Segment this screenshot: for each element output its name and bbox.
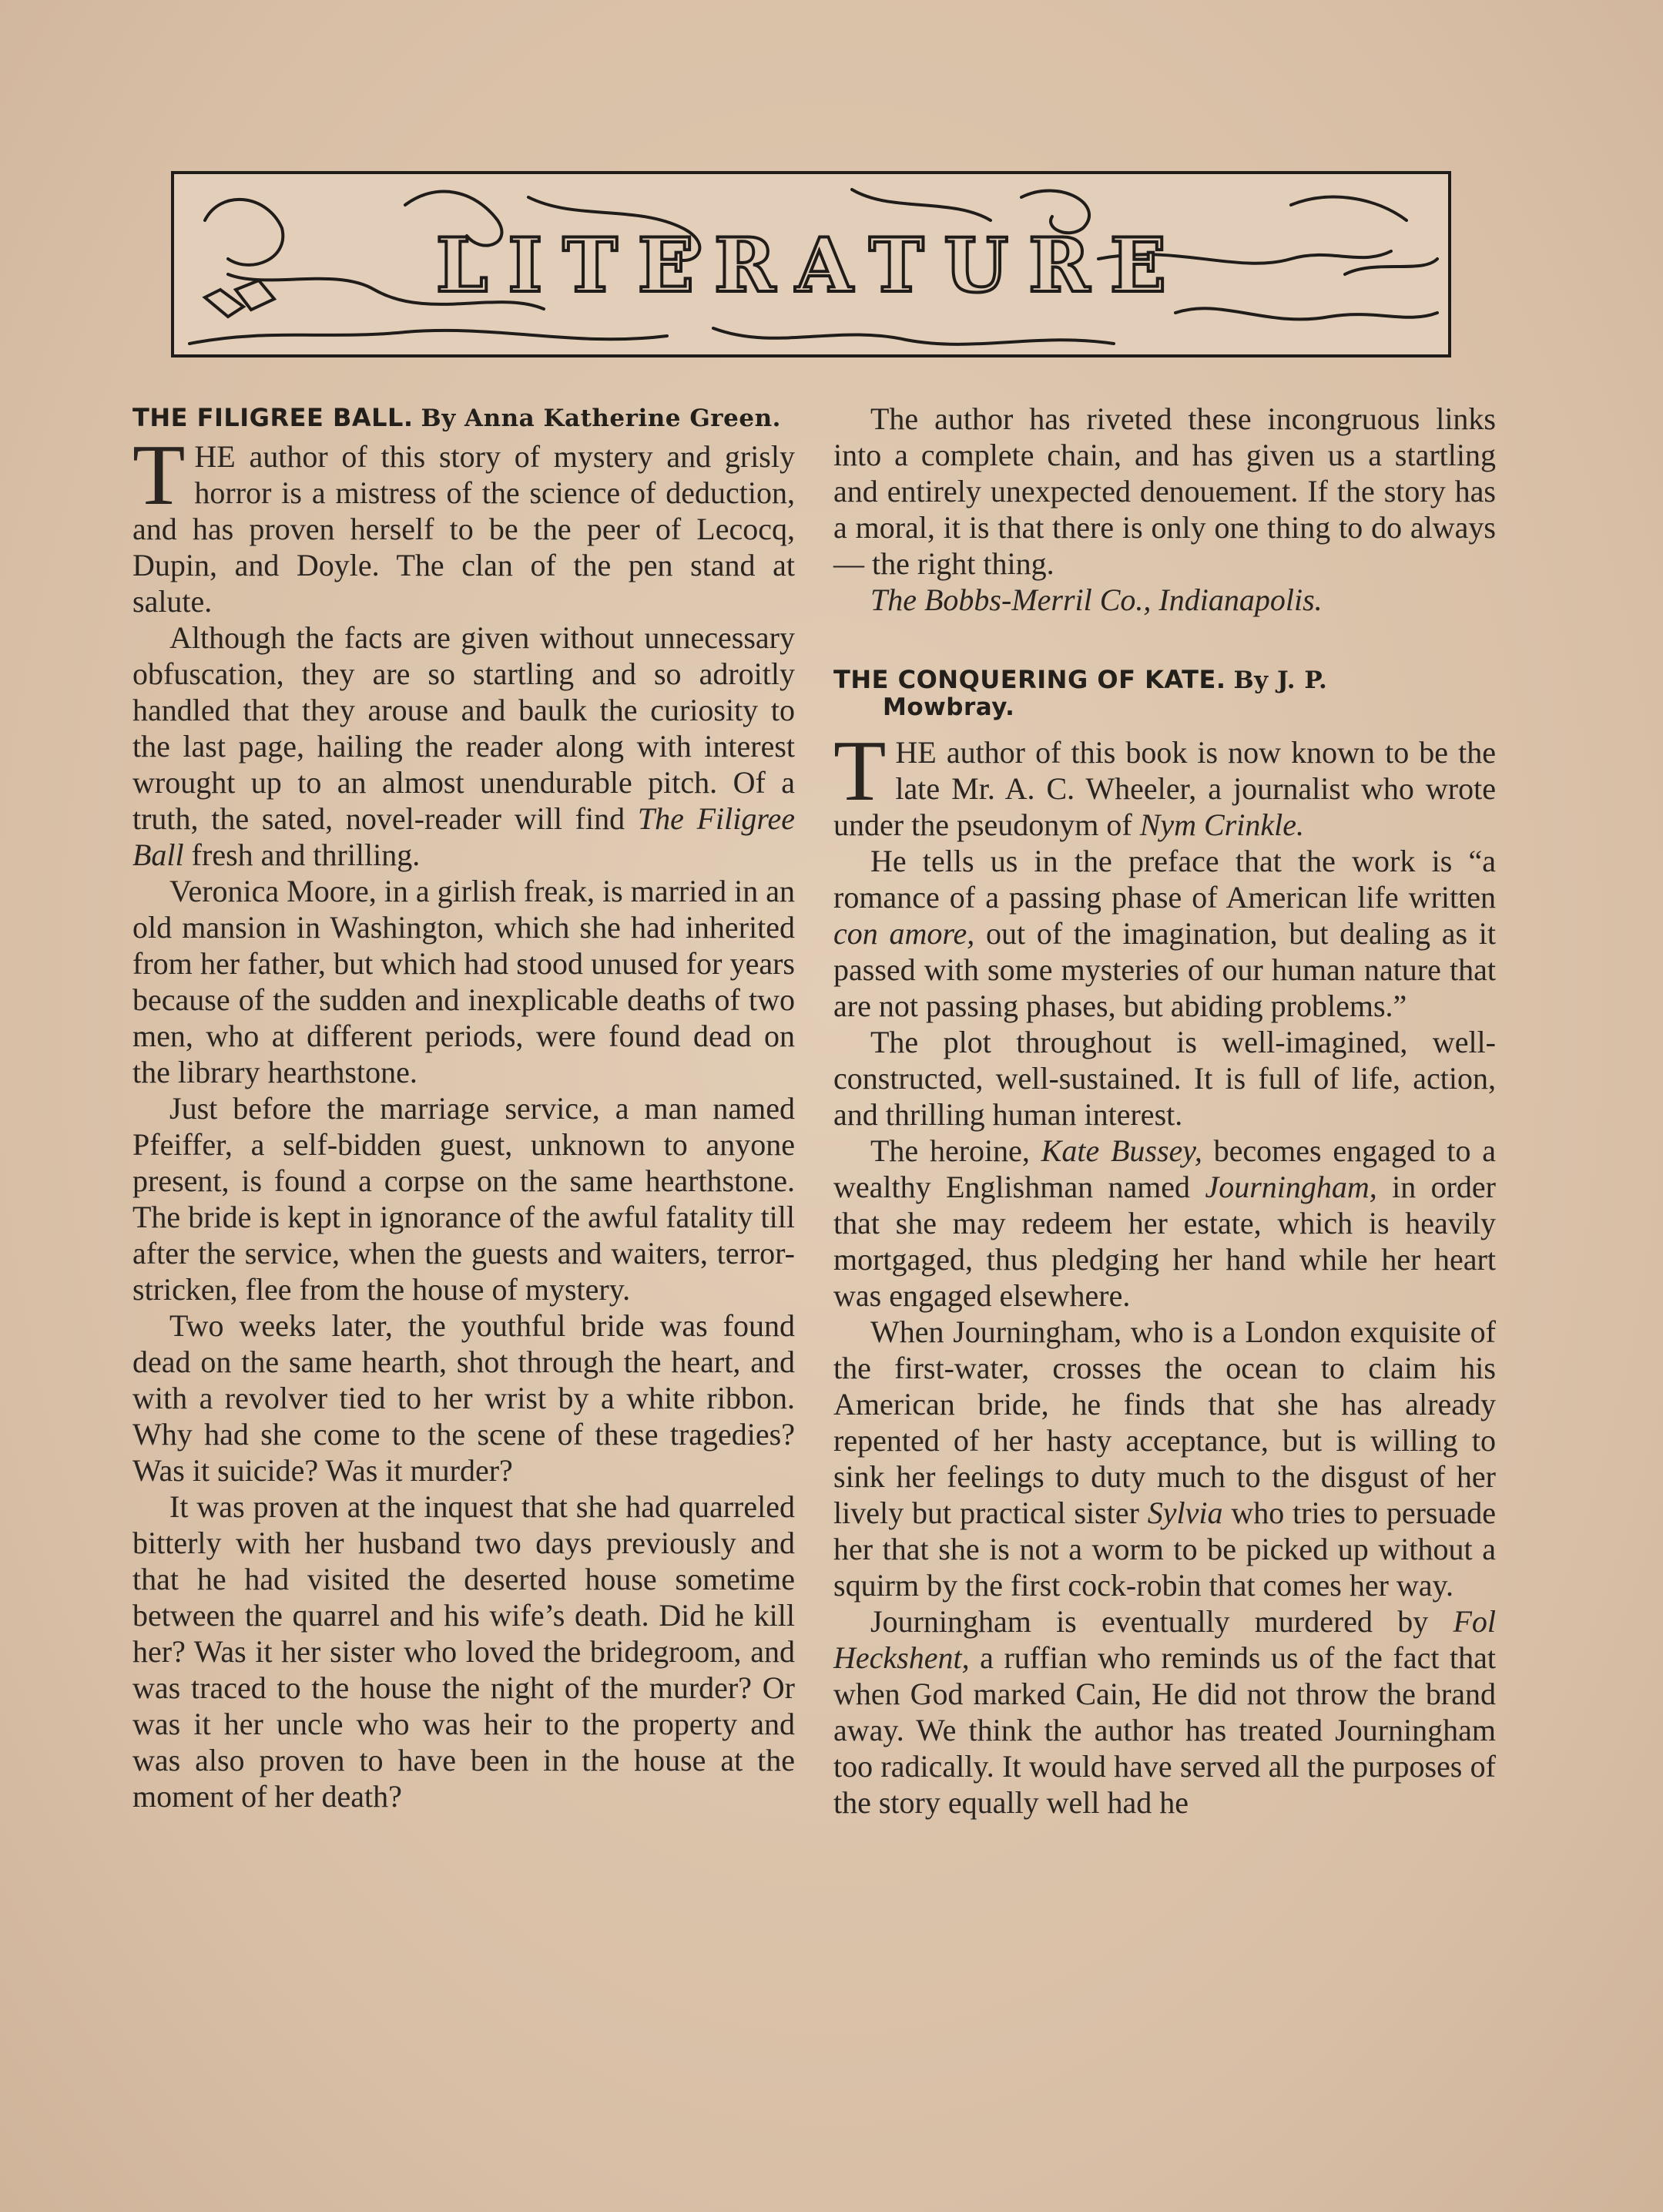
article-byline: By J. P.	[1233, 666, 1328, 694]
character-name: Journingham,	[1205, 1170, 1377, 1204]
italic-phrase: con amore,	[833, 916, 975, 951]
left-column	[132, 401, 795, 1814]
character-name: Sylvia	[1147, 1495, 1223, 1530]
character-name: Fol Heckshent,	[833, 1604, 1496, 1675]
publisher-line: The Bobbs-Merril Co., Indianapolis.	[870, 582, 1323, 617]
paragraph-text: The heroine,	[870, 1133, 1041, 1168]
paragraph-text: in order that she may redeem her estate, which is heavily mortgaged, thus pledging her hand while her heart was engaged elsewhere.	[833, 1170, 1496, 1313]
paragraph-text: When Journingham, who is a London exquisite of the first-water, crosses the ocean to claim his American bride, he finds that she has already repented of her hasty acceptance, but is willing to sink her feelings to duty much to the disgust of her lively but practical sister	[833, 1314, 1496, 1530]
paragraph	[132, 428, 795, 619]
paragraph: Just before the marriage service, a man named Pfeiffer, a self-bidden guest, unknown to anyone present, is found a corpse on the same hearthstone. The bride is kept in ignorance of the awful fatality till after the service, when the guests and waiters, terror-stricken, flee from the house of mystery.	[132, 1091, 795, 1307]
paragraph: The plot throughout is well-imagined, well-constructed, well-sustained. It is full of life, action, and thrilling human interest.	[833, 1025, 1496, 1132]
paragraph-text: Although the facts are given without unnecessary obfuscation, they are so startling and so adroitly handled that they arouse and baulk the curiosity to the last page, hailing the reader along with interest wrought up to an almost unendurable pitch. Of a truth, the sated, novel-reader will find	[132, 620, 795, 836]
paragraph	[132, 619, 795, 873]
literature-banner	[171, 171, 1451, 357]
paragraph	[833, 1314, 1496, 1603]
paragraph: The author has riveted these incongruous links into a complete chain, and has given us a startling and entirely unexpected denouement. If the story has a moral, it is that there is only one thing to do always— the right thing.	[833, 401, 1496, 581]
paragraph	[833, 1133, 1496, 1314]
section-gap	[833, 720, 1496, 734]
paragraph-text: who tries to persuade her that she is not a worm to be picked up without a squirm by the first cock-robin that comes her way.	[833, 1495, 1496, 1603]
paragraph	[833, 843, 1496, 1024]
paragraph: Two weeks later, the youthful bride was found dead on the same hearth, shot through the heart, and with a revolver tied to her wrist by a white ribbon. Why had she come to the scene of these tragedies? Was it suicide? Was it murder?	[132, 1308, 795, 1488]
paragraph-text: fresh and thrilling.	[183, 837, 421, 872]
drop-cap: T	[833, 723, 887, 819]
paragraph	[833, 1603, 1496, 1821]
right-column	[833, 401, 1496, 1821]
article-title: THE FILIGREE BALL.	[132, 403, 414, 432]
paragraph-text: a ruffian who reminds us of the fact that when God marked Cain, He did not throw the brand away. We think the author has treated Journingham too radically. It would have served all the purposes of the story equally well had he	[833, 1640, 1496, 1820]
article-heading	[132, 401, 795, 435]
paragraph	[833, 723, 1496, 843]
section-gap	[833, 618, 1496, 663]
book-title: The Filigree Ball	[132, 801, 795, 872]
banner-title: LITERATURE	[435, 222, 1187, 309]
drop-cap: T	[132, 428, 186, 523]
paragraph-text: HE author of this book is now known to be the late Mr. A. C. Wheeler, a journalist who wrote under the pseudonym of	[833, 735, 1496, 842]
paragraph: It was proven at the inquest that she had quarreled bitterly with her husband two days previously and that he had visited the deserted house sometime between the quarrel and his wife’s death. Did he kill her? Was it her sister who loved the bridegroom, and was traced to the house the night of the murder? Or was it her uncle who was heir to the property and was also proven to have been in the house at the moment of her death?	[132, 1489, 795, 1814]
article-heading	[833, 663, 1496, 721]
paragraph-text: He tells us in the preface that the work is “a romance of a passing phase of American life written	[833, 844, 1496, 915]
paragraph-text: HE author of this story of mystery and grisly horror is a mistress of the science of deduction, and has proven herself to be the peer of Lecocq, Dupin, and Doyle. The clan of the pen stand at salute.	[132, 439, 795, 619]
paragraph-text: Journingham is eventually murdered by	[870, 1604, 1453, 1639]
article-title: THE CONQUERING OF KATE.	[833, 665, 1226, 694]
ornament-vine-icon	[174, 174, 1448, 354]
paragraph-text: out of the imagination, but dealing as it passed with some mysteries of our human nature that are not passing phases, but abiding problems.”	[833, 916, 1496, 1023]
pseudonym: Nym Crinkle.	[1139, 807, 1305, 842]
article-byline: By Anna Katherine Green.	[421, 404, 781, 432]
article-byline-continued: Mowbray.	[883, 693, 1015, 721]
paragraph-text: becomes engaged to a wealthy Englishman named	[833, 1133, 1496, 1204]
character-name: Kate Bussey,	[1041, 1133, 1202, 1168]
paragraph: Veronica Moore, in a girlish freak, is married in an old mansion in Washington, which she had inherited from her father, but which had stood unused for years because of the sudden and inexplicable deaths of two men, who at different periods, were found dead on the library hearthstone.	[132, 874, 795, 1089]
